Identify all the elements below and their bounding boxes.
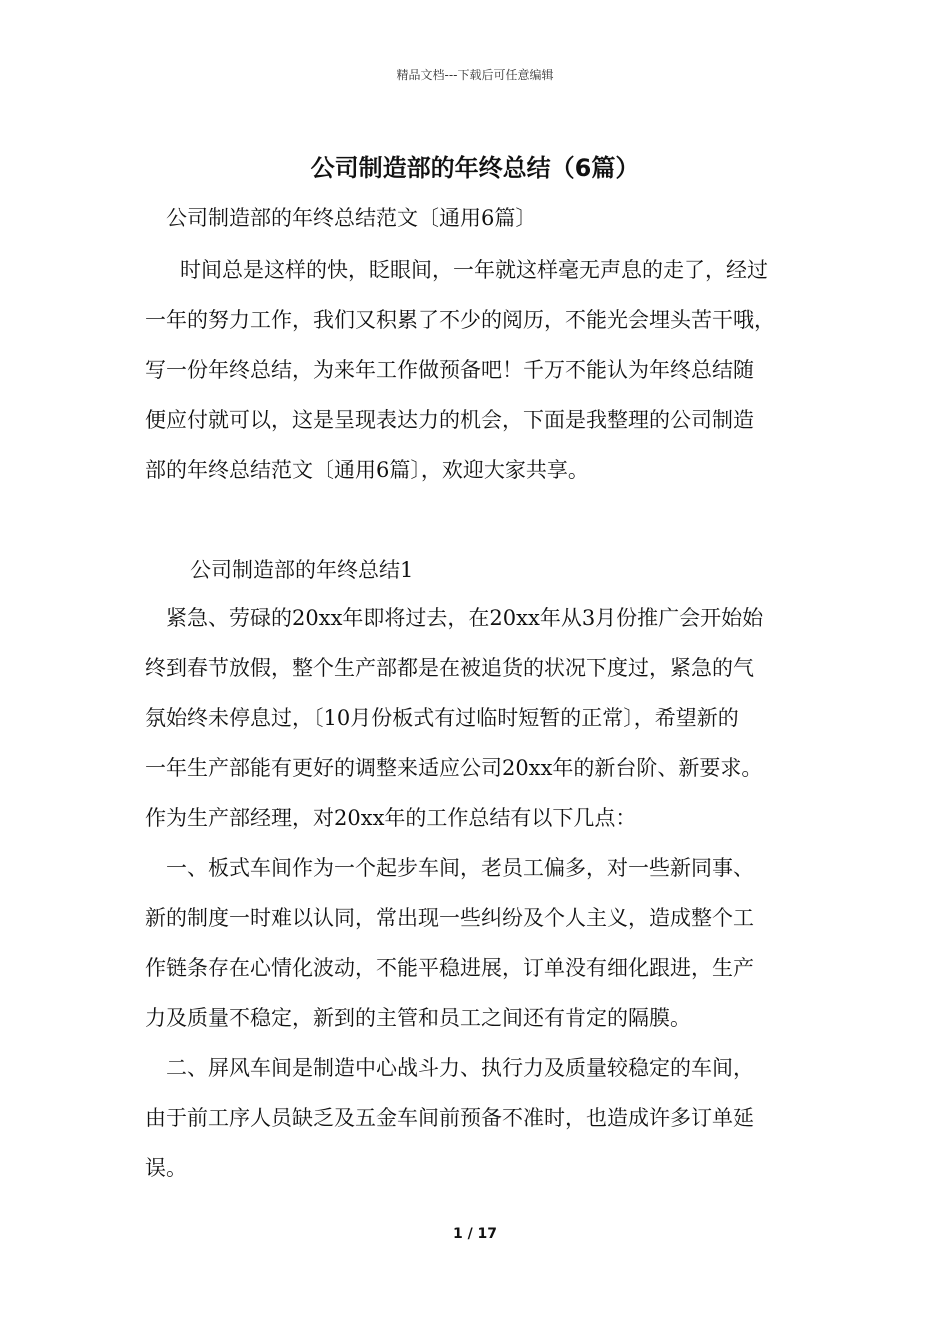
paragraph-line: 写一份年终总结，为来年工作做预备吧！千万不能认为年终总结随 (145, 358, 754, 382)
subtitle-line: 公司制造部的年终总结范文〔通用6篇〕 (166, 206, 537, 230)
paragraph-line: 误。 (145, 1156, 187, 1180)
paragraph-line: 时间总是这样的快，眨眼间，一年就这样毫无声息的走了，经过 (180, 258, 768, 282)
paragraph-line: 一年的努力工作，我们又积累了不少的阅历，不能光会埋头苦干哦， (145, 308, 775, 332)
page-number: 1 / 17 (452, 1226, 498, 1242)
paragraph-line: 作链条存在心情化波动，不能平稳进展，订单没有细化跟进，生产 (145, 956, 754, 980)
paragraph-line: 终到春节放假，整个生产部都是在被追货的状况下度过，紧急的气 (145, 656, 754, 680)
page-header: 精品文档---下载后可任意编辑 (396, 68, 554, 82)
paragraph-line: 二、屏风车间是制造中心战斗力、执行力及质量较稳定的车间， (166, 1056, 754, 1080)
paragraph-line: 力及质量不稳定，新到的主管和员工之间还有肯定的隔膜。 (145, 1006, 691, 1030)
paragraph-line: 一年生产部能有更好的调整来适应公司20xx年的新台阶、新要求。 (145, 756, 763, 780)
section-heading: 公司制造部的年终总结1 (190, 558, 414, 582)
document-title: 公司制造部的年终总结（6篇） (310, 154, 640, 182)
paragraph-line: 一、板式车间作为一个起步车间，老员工偏多，对一些新同事、 (166, 856, 754, 880)
paragraph-line: 氛始终未停息过，〔10月份板式有过临时短暂的正常〕，希望新的 (145, 706, 739, 730)
paragraph-line: 紧急、劳碌的20xx年即将过去，在20xx年从3月份推广会开始始 (166, 606, 764, 630)
paragraph-line: 由于前工序人员缺乏及五金车间前预备不准时，也造成许多订单延 (145, 1106, 754, 1130)
paragraph-line: 新的制度一时难以认同，常出现一些纠纷及个人主义，造成整个工 (145, 906, 754, 930)
paragraph-line: 作为生产部经理，对20xx年的工作总结有以下几点： (145, 806, 637, 830)
paragraph-line: 便应付就可以，这是呈现表达力的机会，下面是我整理的公司制造 (145, 408, 754, 432)
paragraph-line: 部的年终总结范文〔通用6篇〕，欢迎大家共享。 (145, 458, 589, 482)
